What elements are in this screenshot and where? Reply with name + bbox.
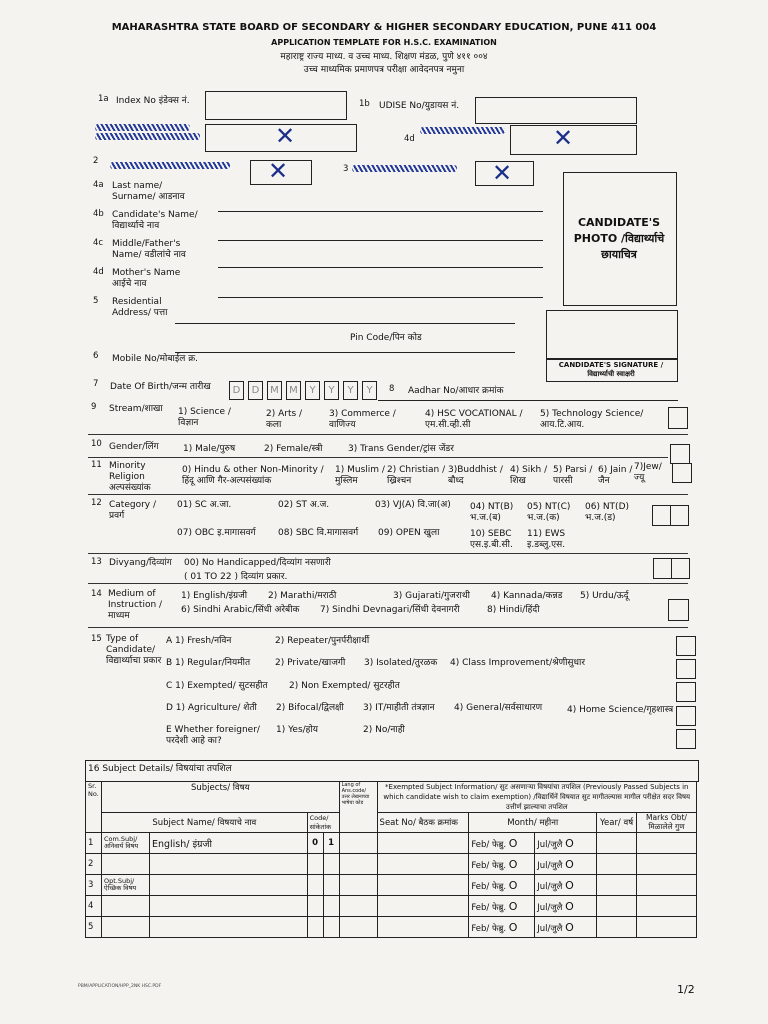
divyang-label: Divyang/दिव्यांग (109, 558, 172, 568)
medium-label: Medium of Instruction /माध्यम (108, 589, 163, 621)
type-d-agriculture[interactable]: D 1) Agriculture/ शेती (166, 703, 257, 713)
category-option-sbc[interactable]: 08) SBC वि.मागासवर्ग (278, 528, 359, 538)
row-code-digit[interactable] (323, 917, 339, 938)
row-subject-name[interactable] (149, 854, 307, 875)
photo-label: CANDIDATE'S PHOTO /विद्यार्थ्याचे छायाचित्र (573, 216, 665, 261)
address-label: Residential Address/ पत्ता (112, 297, 168, 318)
divyang-range: ( 01 TO 22 ) दिव्यांग प्रकार. (184, 572, 288, 582)
row-type: Com.Subj/ अनिवार्य विषय (101, 833, 149, 854)
type-e-foreigner: E Whether foreigner/ परदेशी आहे का? (166, 725, 260, 746)
dob-box[interactable]: M (286, 381, 301, 400)
row-seat-no[interactable] (377, 833, 469, 854)
category-option-open[interactable]: 09) OPEN खुला (378, 528, 440, 538)
row-number: 4d (404, 134, 415, 144)
jul-label: Jul/जुलै (537, 839, 563, 850)
mother-name-label: Mother's Name आईचे नाव (112, 268, 181, 289)
row-year[interactable] (597, 896, 637, 917)
row-sr: 1 (86, 833, 102, 854)
radio-icon[interactable]: O (508, 899, 518, 913)
board-title: MAHARASHTRA STATE BOARD OF SECONDARY & HIGHER SECONDARY EDUCATION, PUNE 411 004 (111, 22, 657, 33)
dob-box[interactable]: D (248, 381, 263, 400)
row-subject-name[interactable] (149, 875, 307, 896)
minority-label: Minority Religion अल्पसंख्यांक (109, 461, 151, 493)
minority-checkbox[interactable] (672, 463, 692, 483)
template-title-marathi: उच्च माध्यमिक प्रमाणपत्र परीक्षा आवेदनपत्र नमुना (303, 65, 465, 75)
radio-icon[interactable]: O (565, 920, 574, 934)
feb-label: Feb/ फेब्रु. (471, 881, 507, 892)
header-seat-no: Seat No/ बैठक क्रमांक (377, 813, 469, 833)
mobile-label: Mobile No/मोबाईल क्र. (112, 354, 198, 364)
row-subject-name[interactable] (149, 896, 307, 917)
header-lang-code: Lang of Ans.code/ उत्तर लेखनाच्या भाषेचा कोड (339, 782, 377, 833)
radio-icon[interactable]: O (508, 878, 518, 892)
row-number: 3 (343, 164, 349, 174)
row-seat-no[interactable] (377, 896, 469, 917)
medium-option-sindhi-arabic[interactable]: 6) Sindhi Arabic/सिंधी अरेबीक (181, 605, 300, 615)
row-month-feb[interactable] (469, 854, 535, 875)
cross-mark-icon: ✕ (268, 157, 289, 185)
header-year: Year/ वर्ष (597, 813, 637, 833)
radio-icon[interactable]: O (508, 857, 518, 871)
stream-option-science[interactable]: 1) Science /विज्ञान (178, 407, 231, 428)
index-input[interactable] (205, 91, 347, 120)
dob-box[interactable]: M (267, 381, 282, 400)
radio-icon[interactable]: O (565, 878, 574, 892)
redacted-label (95, 124, 190, 131)
category-option-ews[interactable]: 11) EWS इ.डब्लु.एस. (527, 529, 566, 550)
last-name-label: Last name/ Surname/ आडनाव (112, 181, 185, 202)
divyang-number: 13 (91, 557, 102, 567)
gender-option-female[interactable]: 2) Female/स्त्री (264, 444, 323, 454)
row-month-jul[interactable] (535, 833, 597, 854)
dob-box[interactable]: D (229, 381, 244, 400)
jul-label: Jul/जुलै (537, 923, 563, 934)
index-number: 1a (98, 94, 109, 104)
address-input[interactable] (175, 323, 515, 324)
minority-option-buddhist[interactable]: 3)Buddhist /बौध्द (448, 465, 503, 486)
type-a-fresh[interactable]: A 1) Fresh/नविन (166, 636, 232, 646)
row-lang-code[interactable] (339, 875, 377, 896)
type-d-it[interactable]: 3) IT/माहीती तंत्रज्ञान (363, 703, 435, 713)
radio-icon[interactable]: O (565, 899, 574, 913)
stream-option-arts[interactable]: 2) Arts /कला (266, 409, 303, 430)
category-digit-box[interactable] (652, 505, 671, 526)
row-lang-code[interactable] (339, 896, 377, 917)
cross-mark-icon: ✕ (553, 124, 574, 152)
row-subject-name[interactable]: English/ इंग्रजी (149, 833, 307, 854)
row-lang-code[interactable] (339, 917, 377, 938)
row-code-digit[interactable] (323, 896, 339, 917)
category-label: Category / प्रवर्ग (109, 500, 157, 521)
dob-number: 7 (93, 379, 99, 389)
board-title-marathi: महाराष्ट्र राज्य माध्य. व उच्च माध्य. शिक्षण मंडळ, पुणे ४११ ००४ (280, 52, 488, 62)
row-sr: 2 (86, 854, 102, 875)
stream-checkbox[interactable] (668, 407, 688, 429)
radio-icon[interactable]: O (508, 836, 518, 850)
row-month-jul[interactable] (535, 854, 597, 875)
row-lang-code[interactable] (339, 854, 377, 875)
category-option-st[interactable]: 02) ST अ.ज. (278, 500, 330, 510)
gender-option-male[interactable]: 1) Male/पुरुष (183, 444, 236, 454)
last-name-number: 4a (93, 180, 104, 190)
category-number: 12 (91, 498, 102, 508)
feb-label: Feb/ फेब्रु. (471, 860, 507, 871)
cross-mark-icon: ✕ (275, 122, 296, 150)
minority-option-sikh[interactable]: 4) Sikh /शिख (510, 465, 548, 486)
type-c-exempted[interactable]: C 1) Exempted/ सुटसहीत (166, 681, 268, 691)
category-option-ntb[interactable]: 04) NT(B) भ.ज.(ब) (470, 502, 514, 523)
udise-label: UDISE No/युडायस नं. (379, 101, 460, 111)
dob-box[interactable]: Y (362, 381, 377, 400)
page-number: 1/2 (677, 983, 695, 996)
type-b-private[interactable]: 2) Private/खाजगी (275, 658, 346, 668)
table-row (86, 875, 697, 896)
gender-checkbox[interactable] (670, 444, 690, 464)
type-d-home-science[interactable]: 4) Home Science/गृहशास्त्र (567, 705, 674, 715)
jul-label: Jul/जुलै (537, 902, 563, 913)
redacted-label (352, 165, 457, 172)
type-b-checkbox[interactable] (676, 659, 696, 679)
stream-option-commerce[interactable]: 3) Commerce /वाणिज्य (329, 409, 396, 430)
candidate-type-label: Type of Candidate/ विद्यार्थ्याचा प्रकार (106, 634, 162, 666)
row-year[interactable] (597, 854, 637, 875)
pincode-label: Pin Code/पिन कोड (350, 333, 422, 343)
row-number: 2 (93, 156, 99, 166)
header-exempted: *Exempted Subject Information/ सुट असणाऱ्या विषयांचा तपशिल (Previously Passed Subjects in which candidate wish to claim exemption) /विद्यार्थिनें विषयात सुट मागीतल्यास मागील परीक्षेत सदर विषय उत्तीर्ण झाल्याचा तपशिल (377, 782, 696, 813)
table-row (86, 833, 697, 854)
header-subject-name: Subject Name/ विषयाचे नाव (101, 813, 307, 833)
gender-option-trans[interactable]: 3) Trans Gender/ट्रांस जेंडर (348, 444, 454, 454)
row-type (101, 917, 149, 938)
row-code-digit[interactable] (323, 875, 339, 896)
row-month-jul[interactable] (535, 896, 597, 917)
row-year[interactable] (597, 875, 637, 896)
type-a-checkbox[interactable] (676, 636, 696, 656)
mother-name-input[interactable] (218, 297, 543, 298)
radio-icon[interactable]: O (565, 857, 574, 871)
category-digit-box[interactable] (670, 505, 689, 526)
medium-option-english[interactable]: 1) English/इंग्रजी (181, 591, 248, 601)
middle-name-input[interactable] (218, 267, 543, 268)
divyang-digit-box[interactable] (653, 558, 672, 579)
aadhar-input[interactable] (378, 400, 678, 401)
signature-box[interactable] (546, 310, 678, 360)
cross-mark-icon: ✕ (492, 159, 513, 187)
jul-label: Jul/जुलै (537, 881, 563, 892)
row-code-digit[interactable]: 1 (323, 833, 339, 854)
medium-option-hindi[interactable]: 8) Hindi/हिंदी (487, 605, 540, 615)
type-d-general[interactable]: 4) General/सर्वसाधारण (454, 703, 543, 713)
header-code: Code/ सांकेतांक (307, 813, 339, 833)
stream-number: 9 (91, 402, 97, 412)
minority-option-jain[interactable]: 6) Jain /जैन (598, 465, 633, 486)
dob-box[interactable]: Y (305, 381, 320, 400)
redacted-label (110, 162, 230, 169)
divider (88, 583, 688, 584)
aadhar-label: Aadhar No/आधार क्रमांक (408, 386, 504, 396)
row-code-digit[interactable] (307, 896, 323, 917)
subject-table (85, 781, 697, 938)
divider (88, 434, 688, 435)
row-seat-no[interactable] (377, 854, 469, 875)
dob-label: Date Of Birth/जन्म तारीख (110, 382, 211, 392)
candidate-type-number: 15 (91, 634, 102, 644)
type-b-improvement[interactable]: 4) Class Improvement/श्रेणीसुधार (450, 658, 586, 668)
minority-option-parsi[interactable]: 5) Parsi /पारसी (553, 465, 593, 486)
row-code-digit[interactable] (307, 917, 323, 938)
row-code-digit[interactable] (307, 854, 323, 875)
row-month-feb[interactable] (469, 896, 535, 917)
row-sr: 3 (86, 875, 102, 896)
divider (88, 494, 688, 495)
redacted-label (420, 127, 505, 134)
row-year[interactable] (597, 917, 637, 938)
header-marks: Marks Obt/ मिळालेले गुण (637, 813, 697, 833)
radio-icon[interactable]: O (565, 836, 574, 850)
medium-number: 14 (91, 589, 102, 599)
category-option-ntd[interactable]: 06) NT(D) भ.ज.(ड) (585, 502, 630, 523)
minority-option-christian[interactable]: 2) Christian /ख्रिश्चन (387, 465, 446, 486)
radio-icon[interactable]: O (508, 920, 518, 934)
candidate-name-input[interactable] (218, 240, 543, 241)
divyang-option-none[interactable]: 00) No Handicapped/दिव्यांग नसणारी (184, 558, 331, 568)
row-type (101, 854, 149, 875)
aadhar-number: 8 (389, 384, 395, 394)
dob-box[interactable]: Y (343, 381, 358, 400)
table-row (86, 854, 697, 875)
row-code-digit[interactable] (307, 875, 323, 896)
minority-option-hindu[interactable]: 0) Hindu & other Non-Minority /हिंदू आणि गैर-अल्पसंख्यांक (182, 465, 324, 486)
stream-label: Stream/शाखा (109, 404, 163, 414)
gender-label: Gender/लिंग (109, 442, 159, 452)
category-option-ntc[interactable]: 05) NT(C) भ.ज.(क) (527, 502, 571, 523)
type-e-yes[interactable]: 1) Yes/होय (276, 725, 318, 735)
row-marks[interactable] (637, 896, 697, 917)
row-sr: 4 (86, 896, 102, 917)
mobile-number: 6 (93, 351, 99, 361)
candidate-name-label: Candidate's Name/ विद्यार्थ्याचे नाव (112, 210, 198, 231)
address-number: 5 (93, 296, 99, 306)
medium-option-sindhi-devnagari[interactable]: 7) Sindhi Devnagari/सिंधी देवनागरी (320, 605, 460, 615)
type-c-checkbox[interactable] (676, 682, 696, 702)
udise-number: 1b (359, 99, 370, 109)
category-option-obc[interactable]: 07) OBC इ.मागासवर्ग (177, 528, 256, 538)
row-type: Opt.Subj/ ऐच्छिक विषय (101, 875, 149, 896)
feb-label: Feb/ फेब्रु. (471, 839, 507, 850)
medium-checkbox[interactable] (668, 599, 689, 621)
type-d-bifocal[interactable]: 2) Bifocal/द्विलक्षी (276, 703, 344, 713)
type-b-isolated[interactable]: 3) Isolated/तुरळक (364, 658, 438, 668)
header-sr: Sr. No. (86, 782, 102, 833)
medium-option-gujarati[interactable]: 3) Gujarati/गुजराथी (393, 591, 470, 601)
row-month-jul[interactable] (535, 917, 597, 938)
medium-option-urdu[interactable]: 5) Urdu/ऊर्दू (580, 591, 629, 601)
category-option-vja[interactable]: 03) VJ(A) वि.जा(अ) (375, 500, 451, 510)
row-code-digit[interactable]: 0 (307, 833, 323, 854)
feb-label: Feb/ फेब्रु. (471, 902, 507, 913)
divider (88, 627, 688, 628)
table-row (86, 917, 697, 938)
category-option-sc[interactable]: 01) SC अ.जा. (177, 500, 232, 510)
minority-option-muslim[interactable]: 1) Muslim /मुस्लिम (335, 465, 385, 486)
row-seat-no[interactable] (377, 917, 469, 938)
row-month-feb[interactable] (469, 833, 535, 854)
jul-label: Jul/जुलै (537, 860, 563, 871)
redacted-label (95, 133, 200, 140)
address-input-2[interactable] (175, 352, 515, 353)
footer-path: PBM/APPLICATION/HPP_2NK HSC.PDF (78, 984, 162, 989)
candidate-name-number: 4b (93, 209, 104, 219)
type-b-regular[interactable]: B 1) Regular/नियमीत (166, 658, 251, 668)
type-e-no[interactable]: 2) No/नाही (363, 725, 405, 735)
row-marks[interactable] (637, 875, 697, 896)
row-subject-name[interactable] (149, 917, 307, 938)
header-month: Month/ महीना (469, 813, 597, 833)
type-c-non-exempted[interactable]: 2) Non Exempted/ सुटरहीत (289, 681, 400, 691)
medium-option-marathi[interactable]: 2) Marathi/मराठी (268, 591, 337, 601)
index-label: Index No इंडेक्स नं. (116, 96, 190, 106)
row-month-jul[interactable] (535, 875, 597, 896)
minority-number: 11 (91, 460, 102, 470)
dob-box[interactable]: Y (324, 381, 339, 400)
row-marks[interactable] (637, 917, 697, 938)
stream-option-technology[interactable]: 5) Technology Science/ आय.टि.आय. (540, 409, 644, 430)
divider (88, 553, 688, 554)
template-title: APPLICATION TEMPLATE FOR H.S.C. EXAMINATION (271, 38, 497, 47)
medium-option-kannada[interactable]: 4) Kannada/कन्नड (491, 591, 563, 601)
header-subjects: Subjects/ विषय (101, 782, 339, 813)
middle-name-label: Middle/Father's Name/ वडीलांचे नाव (112, 239, 186, 260)
gender-number: 10 (91, 439, 102, 449)
row-month-feb[interactable] (469, 875, 535, 896)
minority-option-jew[interactable]: 7)Jew/ ज्यू (634, 462, 662, 483)
last-name-input[interactable] (218, 211, 543, 212)
stream-option-vocational[interactable]: 4) HSC VOCATIONAL /एम.सी.व्ही.सी (425, 409, 523, 430)
row-type (101, 896, 149, 917)
type-e-checkbox[interactable] (676, 729, 696, 749)
type-d-checkbox[interactable] (676, 706, 696, 726)
feb-label: Feb/ फेब्रु. (471, 923, 507, 934)
category-option-sebc[interactable]: 10) SEBC एस.इ.बी.सी. (470, 529, 513, 550)
subject-section-title: 16 Subject Details/ विषयांचा तपशिल (88, 764, 232, 774)
table-row (86, 896, 697, 917)
divyang-digit-box[interactable] (671, 558, 690, 579)
udise-input[interactable] (475, 97, 637, 124)
divider (88, 457, 668, 458)
signature-label: CANDIDATE'S SIGNATURE / विद्यार्थ्याची स्वाक्षरी (558, 361, 664, 378)
row-code-digit[interactable] (323, 854, 339, 875)
row-marks[interactable] (637, 833, 697, 854)
row-lang-code[interactable] (339, 833, 377, 854)
row-month-feb[interactable] (469, 917, 535, 938)
mother-name-number: 4d (93, 267, 104, 277)
type-a-repeater[interactable]: 2) Repeater/पुनर्परीक्षार्थी (275, 636, 370, 646)
row-year[interactable] (597, 833, 637, 854)
row-seat-no[interactable] (377, 875, 469, 896)
redacted-input[interactable] (510, 125, 637, 155)
middle-name-number: 4c (93, 238, 104, 248)
row-sr: 5 (86, 917, 102, 938)
row-marks[interactable] (637, 854, 697, 875)
